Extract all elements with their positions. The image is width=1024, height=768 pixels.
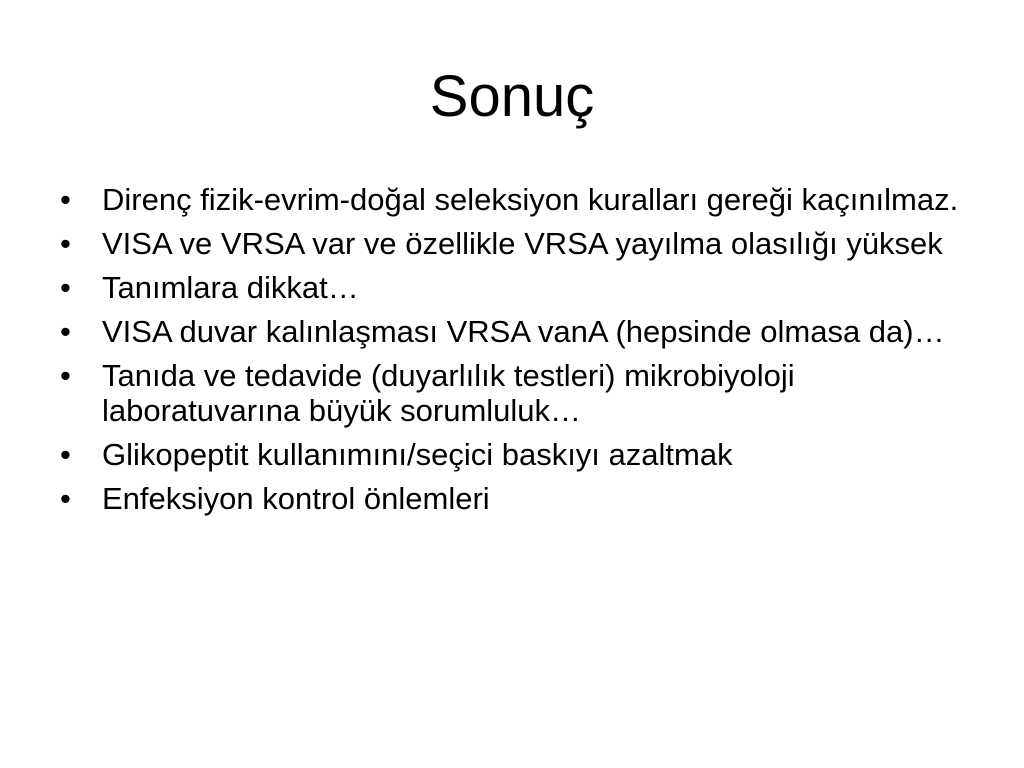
- bullet-item: [58, 358, 978, 428]
- bullet-text: VISA duvar kalınlaşması VRSA vanA (hepsinde olmasa da)…: [102, 314, 945, 349]
- bullet-item: [58, 481, 978, 516]
- bullet-list: [58, 182, 978, 525]
- bullet-item: [58, 270, 978, 305]
- bullet-icon: •: [60, 182, 71, 217]
- bullet-text: VISA ve VRSA var ve özellikle VRSA yayılma olasılığı yüksek: [102, 226, 943, 261]
- bullet-item: [58, 437, 978, 472]
- slide-title: Sonuç: [429, 64, 595, 129]
- bullet-item: [58, 182, 978, 217]
- bullet-text: Tanıda ve tedavide (duyarlılık testleri) mikrobiyoloji laboratuvarına büyük sorumluluk…: [102, 358, 795, 428]
- bullet-text: Direnç fizik-evrim-doğal seleksiyon kuralları gereği kaçınılmaz.: [102, 182, 959, 217]
- bullet-text: Enfeksiyon kontrol önlemleri: [102, 481, 490, 516]
- bullet-item: [58, 226, 978, 261]
- bullet-text: Glikopeptit kullanımını/seçici baskıyı azaltmak: [102, 437, 733, 472]
- bullet-icon: •: [60, 314, 71, 349]
- bullet-icon: •: [60, 270, 71, 305]
- bullet-text: Tanımlara dikkat…: [102, 270, 359, 305]
- bullet-icon: •: [60, 358, 71, 393]
- bullet-icon: •: [60, 437, 71, 472]
- bullet-icon: •: [60, 481, 71, 516]
- bullet-item: [58, 314, 978, 349]
- bullet-icon: •: [60, 226, 71, 261]
